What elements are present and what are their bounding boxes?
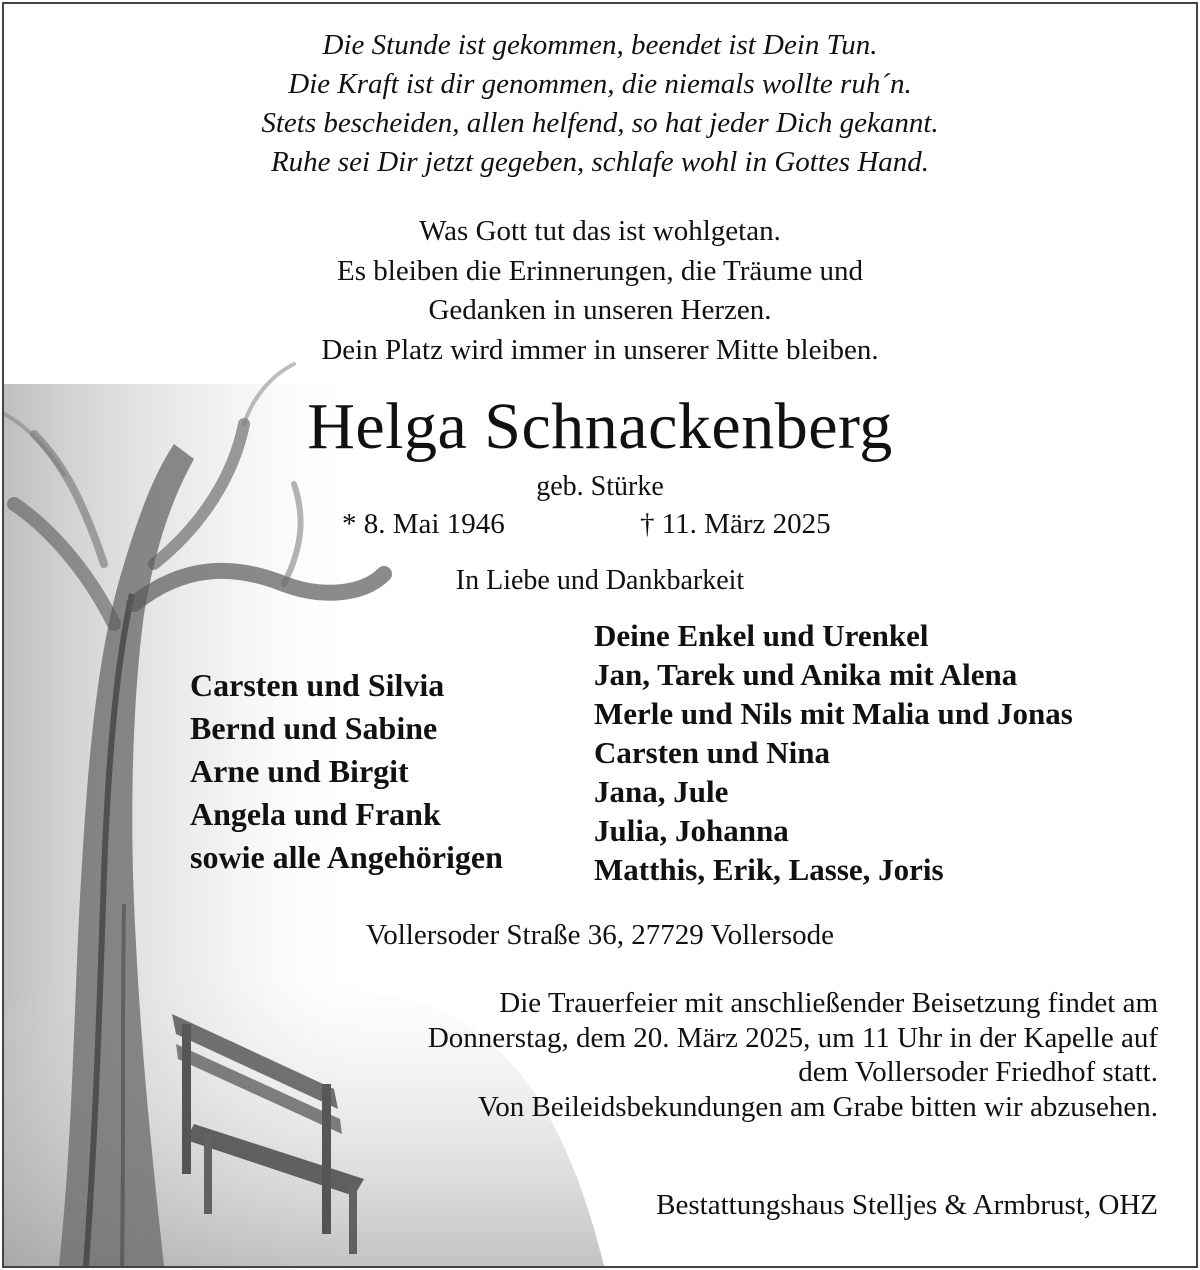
verse-line: Dein Platz wird immer in unserer Mitte bleiben. [321,333,879,366]
family-list-grandchildren [594,616,1073,889]
dedication: In Liebe und Dankbarkeit [455,565,745,596]
verse [4,212,1196,370]
family-member: Deine Enkel und Urenkel [594,618,929,653]
family-member: Jan, Tarek und Anika mit Alena [594,657,1018,692]
family-member: Julia, Johanna [594,813,789,848]
verse-line: Gedanken in unseren Herzen. [428,294,772,326]
family-member: Merle und Nils mit Malia und Jonas [594,696,1073,731]
poem-line: Ruhe sei Dir jetzt gegeben, schlafe wohl in Gottes Hand. [270,146,930,178]
service-line: Von Beileidsbekundungen am Grabe bitten wir abzusehen. [478,1090,1158,1123]
address: Vollersoder Straße 36, 27729 Vollersode [366,919,834,951]
maiden-name: geb. Stürke [536,471,664,502]
family-member: Jana, Jule [594,774,729,809]
family-member: Carsten und Nina [594,735,830,770]
verse-line: Es bleiben die Erinnerungen, die Träume und [337,254,863,287]
undertaker: Bestattungshaus Stelljes & Armbrust, OHZ [656,1189,1158,1221]
poem-line: Stets bescheiden, allen helfend, so hat jeder Dich gekannt. [261,107,939,139]
family-member: sowie alle Angehörigen [190,839,503,875]
poem-line: Die Kraft ist dir genommen, die niemals wollte ruh´n. [288,68,912,100]
obituary-notice [2,2,1198,1268]
poem-line: Die Stunde ist gekommen, beendet ist Dein Tun. [322,29,878,61]
opening-poem [4,26,1196,182]
funeral-service-info [428,986,1158,1124]
death-date: † 11. März 2025 [640,508,831,540]
family-member: Matthis, Erik, Lasse, Joris [594,852,944,887]
service-line: dem Vollersoder Friedhof statt. [798,1056,1158,1088]
service-line: Donnerstag, dem 20. März 2025, um 11 Uhr in der Kapelle auf [427,1021,1158,1054]
verse-line: Was Gott tut das ist wohlgetan. [419,215,781,247]
service-line: Die Trauerfeier mit anschließender Beisetzung findet am [499,987,1158,1019]
deceased-name: Helga Schnackenberg [307,390,893,463]
family-member: Angela und Frank [190,796,441,832]
family-member: Carsten und Silvia [190,667,445,703]
family-list-children [190,664,503,879]
family-member: Bernd und Sabine [190,710,438,746]
birth-date: * 8. Mai 1946 [342,508,505,540]
family-member: Arne und Birgit [190,753,409,789]
